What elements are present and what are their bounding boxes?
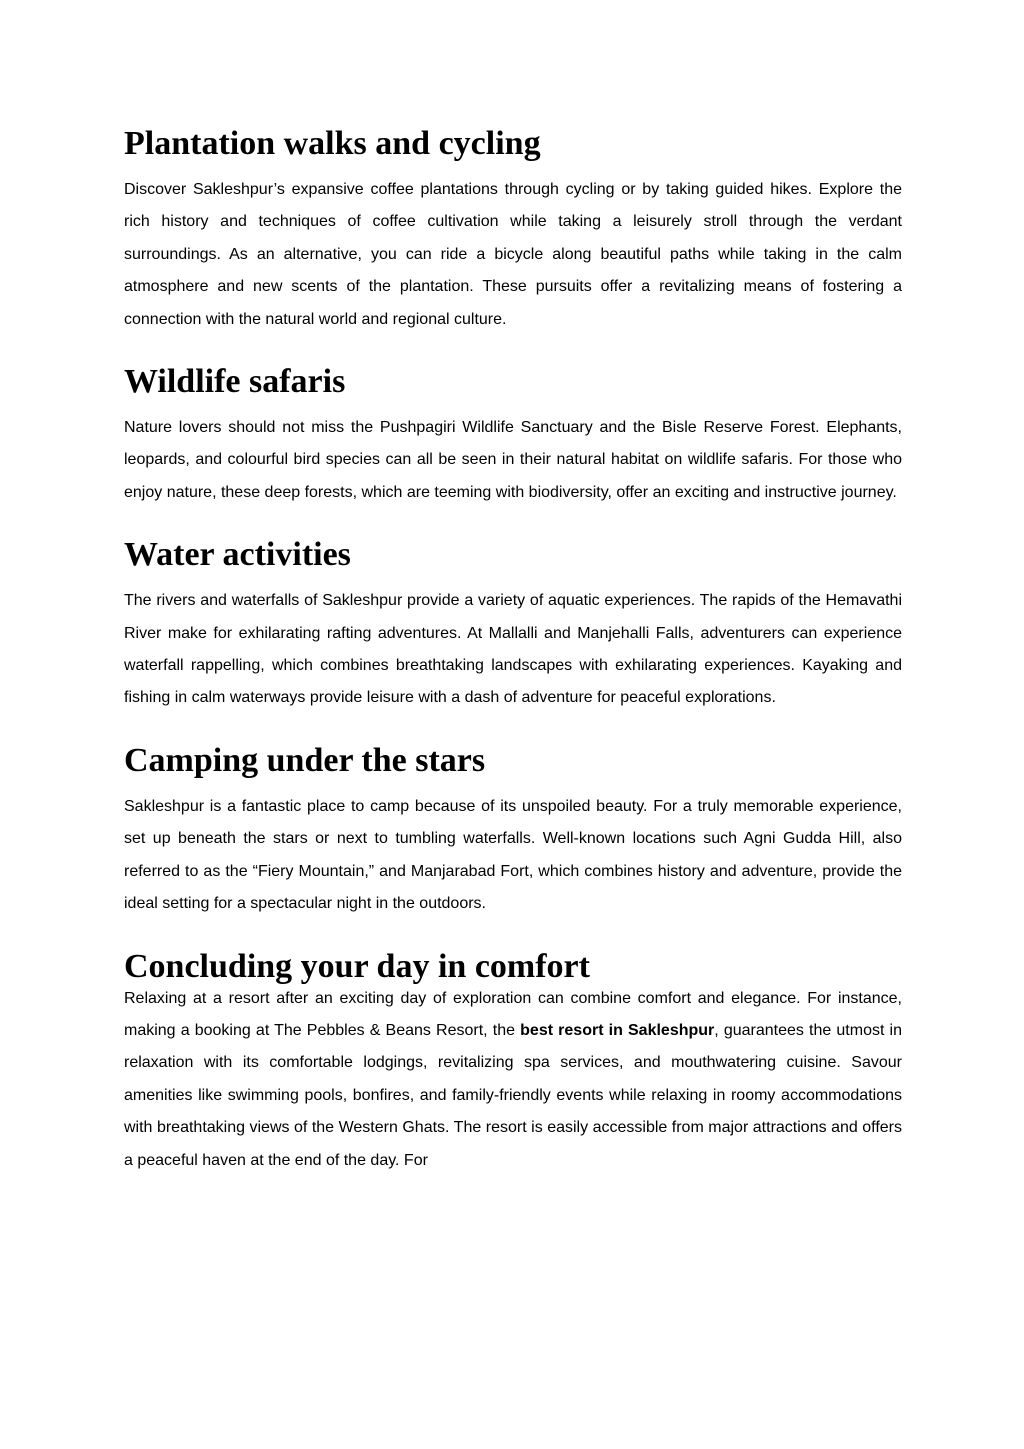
section-heading: Plantation walks and cycling: [124, 125, 541, 162]
section-plantation-walks: [124, 122, 902, 336]
section-heading: Wildlife safaris: [124, 363, 346, 401]
paragraph-text: Relaxing at a resort after an exciting day of exploration can combine comfort and elegance. For instance, making a booking at The Pebbles & Beans Resort, the: [124, 989, 902, 1039]
section-camping: [124, 739, 902, 921]
section-wildlife-safaris: [124, 360, 902, 509]
document-page: [124, 122, 902, 1201]
section-conclusion: [124, 945, 902, 1177]
section-paragraph: Nature lovers should not miss the Pushpagiri Wildlife Sanctuary and the Bisle Reserve Forest. Elephants, leopards, and colourful bird species can all be seen in their natural habitat on wildlife safaris. For those who enjoy nature, these deep forests, which are teeming with biodiversity, offer an exciting and instructive journey.: [124, 419, 902, 501]
resort-keyword-link[interactable]: best resort in Sakleshpur: [520, 1021, 715, 1039]
section-paragraph: The rivers and waterfalls of Sakleshpur provide a variety of aquatic experiences. The rapids of the Hemavathi River make for exhilarating rafting adventures. At Mallalli and Manjehalli Falls, adventurers can experience waterfall rappelling, which combines breathtaking landscapes with exhilarating experiences. Kayaking and fishing in calm waterways provide leisure with a dash of adventure for peaceful explorations.: [124, 592, 902, 707]
section-heading: Water activities: [124, 536, 351, 574]
section-paragraph: Discover Sakleshpur’s expansive coffee plantations through cycling or by taking guided hikes. Explore the rich history and techniques of coffee cultivation while taking a leisurely stroll through the verdant surroundings. As an alternative, you can ride a bicycle along beautiful paths while taking in the calm atmosphere and new scents of the plantation. These pursuits offer a revitalizing means of fostering a connection with the natural world and regional culture.: [124, 181, 902, 328]
section-heading: Concluding your day in comfort: [124, 947, 590, 985]
section-paragraph: Sakleshpur is a fantastic place to camp because of its unspoiled beauty. For a truly memorable experience, set up beneath the stars or next to tumbling waterfalls. Well-known locations such Agni Gudda Hill, also referred to as the “Fiery Mountain,” and Manjarabad Fort, which combines history and adventure, provide the ideal setting for a spectacular night in the outdoors.: [124, 797, 902, 913]
paragraph-text: , guarantees the utmost in relaxation with its comfortable lodgings, revitalizing spa services, and mouthwatering cuisine. Savour amenities like swimming pools, bonfires, and family-friendly events while relaxing in roomy accommodations with breathtaking views of the Western Ghats. The resort is easily accessible from major attractions and offers a peaceful haven at the end of the day. For: [124, 1021, 903, 1169]
section-paragraph: [124, 983, 902, 1177]
section-heading: Camping under the stars: [124, 741, 486, 779]
section-water-activities: [124, 533, 902, 715]
